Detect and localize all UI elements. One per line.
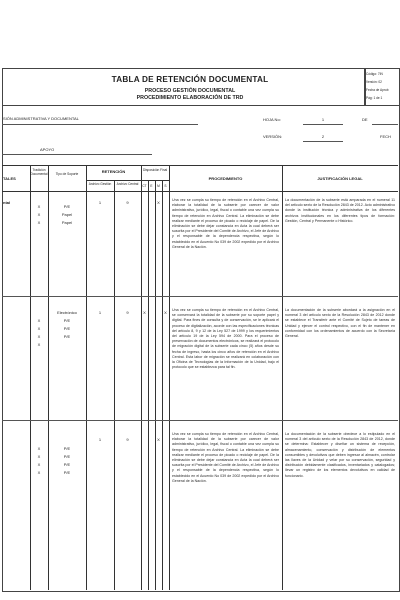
row-1-procedure: Una vez se cumpla su tiempo de retención en el Archivo Central, elaborar la totalidad de la subserie por carecer de valor administrativo, jurídico, legal, fiscal o contable una vez cumpla su tiempo de retención en Archivo Central. La eliminación se debe realizar mediante el proceso de picado o reciclaje de papel. De la eliminación se debe dejar constancia en Acta la cual deberá ser suscrita por el Presidente del Comité de Archivo, el Jefe de Archivo y el responsable de la dependencia respectiva, según lo establecido en el Acuerdo No 039 de 2002 expedido por el Archivo General de la Nación. — [172, 198, 279, 249]
col-line-10 — [282, 165, 283, 590]
row-2-trad-1: X — [37, 318, 41, 323]
row-1-trad-2: X — [37, 212, 41, 217]
row-1-ag: 1 — [98, 200, 102, 205]
col-archivo-central: Archivo Central — [116, 182, 139, 186]
table-top — [2, 165, 398, 166]
row-3-ac: 9 — [126, 437, 129, 442]
col-tipo-soporte: Tipo de Soporte — [55, 172, 79, 176]
row-2-trad-3: X — [37, 334, 41, 339]
de-underline — [372, 124, 398, 125]
row-3-trad-2: X — [37, 454, 41, 459]
col-line-3 — [86, 165, 87, 590]
col-line-4 — [114, 180, 115, 590]
page-title: TABLA DE RETENCIÓN DOCUMENTAL — [111, 75, 269, 84]
table-header-bottom — [2, 191, 398, 192]
hoja-label: HOJA No: — [263, 117, 281, 122]
row-1-trad-3: X — [37, 220, 41, 225]
de-label: DE — [362, 117, 368, 122]
row-1-soporte-3: Papel — [61, 220, 73, 225]
procedure-subtitle: PROCEDIMIENTO ELABORACIÓN DE TRD — [136, 95, 244, 101]
col-disposicion: Disposición Final — [142, 168, 168, 172]
row-3-trad-1: X — [37, 446, 41, 451]
row-1-justification: La documentación de la subserie está amparada en el numeral 11 del artículo sexto de la Resolución 2843 de 2012. Acto administrativo donde la institución técnica y administrativa de los diferentes archivos institucionales en los diferentes tipos de formación: Gestión, Central y Permanente o Histórico. — [285, 198, 395, 223]
row-2-mark-s: X — [164, 310, 167, 315]
process-subtitle: PROCESO GESTIÓN DOCUMENTAL — [144, 88, 236, 94]
col-line-1 — [30, 165, 31, 590]
meta-version: Versión: 02 — [366, 80, 382, 84]
meta-code: Código: 7IN — [366, 72, 383, 76]
version-underline — [303, 141, 343, 142]
row-3-soporte-1: P/E — [63, 446, 71, 451]
col-archivo-gestion: Archivo Gestión — [88, 182, 112, 186]
row-3-soporte-4: P/E — [63, 470, 71, 475]
row-1-series: ntal — [3, 200, 11, 205]
col-line-9 — [169, 165, 170, 590]
row-3-trad-3: X — [37, 462, 41, 467]
row-2-trad-2: X — [37, 326, 41, 331]
row-3-soporte-3: P/E — [63, 462, 71, 467]
version-value: 2 — [321, 134, 325, 139]
meta-date: Fecha de Aprob — [366, 88, 389, 92]
row-1-soporte-1: P/E — [63, 204, 71, 209]
col-line-8 — [162, 180, 163, 590]
row-2-mark-ct: X — [143, 310, 146, 315]
col-disp-ct: CT — [142, 184, 147, 188]
office-name: SIÓN ADMINISTRATIVA Y DOCUMENTAL — [3, 116, 79, 121]
row-2-soporte-4: P/E — [63, 334, 71, 339]
row-3-mark-e: X — [157, 437, 160, 442]
col-disp-m: M — [157, 184, 160, 188]
row-3-trad-4: X — [37, 470, 41, 475]
office-underline — [2, 124, 198, 125]
meta-page: Pág: 1 de 1 — [366, 96, 383, 100]
row-1-soporte-2: Papel — [61, 212, 73, 217]
retention-sub-line — [86, 180, 169, 181]
row-2-soporte-3: P/E — [63, 326, 71, 331]
hoja-underline — [303, 124, 343, 125]
row-1-ac: 9 — [126, 200, 129, 205]
row-3-soporte-2: P/E — [63, 454, 71, 459]
col-line-7 — [155, 180, 156, 590]
col-line-6 — [148, 180, 149, 590]
row-2-soporte-2: P/E — [63, 318, 71, 323]
row-1-trad-1: X — [37, 204, 41, 209]
row-3-procedure: Una vez se cumpla su tiempo de retención en el Archivo Central, elaborar la totalidad de la subserie por carecer de valor administrativo, jurídico, legal, fiscal o contable una vez cumpla su tiempo de retención en Archivo Central. La eliminación se debe realizar mediante el proceso de picado o reciclaje de papel. De la eliminación se debe dejar constancia en Acta la cual deberá ser suscrita por el Presidente del Comité de Archivo, el Jefe de Archivo y el responsable de la dependencia respectiva, según lo establecido en el Acuerdo No 039 de 2002 expedido por el Archivo General de la Nación. — [172, 432, 279, 483]
col-line-5 — [141, 165, 142, 590]
row-3-ag: 1 — [98, 437, 102, 442]
col-series: TALES — [3, 176, 16, 181]
row-3-justification: La documentación de la subserie obedece a lo estipulado en el numeral 3 del artículo sexto de la Resolución 2843 de 2012, donde se determina: Establecer y diseñar un sistema de recepción, almacenamiento, conservación y distribución de elementos consumibles y devolutivos que deben ingresar al almacén, controlar las llaves de la Unidad y velar por su conservación, seguridad y distribución debidamente clasificados, inventariados y catalogados; llevar un registro de los elementos devolutivos en calidad de funcionario. — [285, 432, 395, 478]
fecha-label: FECH — [380, 134, 391, 139]
version-label: VERSIÓN: — [263, 134, 283, 139]
row-1-mark-e: X — [157, 200, 160, 205]
col-retencion: RETENCIÓN — [101, 169, 126, 174]
row-2-procedure: Una vez se cumpla su tiempo de retención en el Archivo Central, se conservará la totalidad de la subserie por su soporte papel y digital. Para fines de consulta y de conservación, se le aplicará el proceso de digitalización, acorde con las especificaciones técnicas del artículo 8, 9 y 12 de la Ley 527 de 1999 y los requerimientos del artículo 19 de la Ley 594 de 2000. Para el proceso de preservación de documentos electrónicos, se realizará el protocolo de migración digital de la subserie cada cinco (5) años desde su fecha de ingreso, hasta los cinco años de retención en el Archivo Central. Esta labor de migración se realizará en colaboración con la Oficina de Tecnologías de la Información de la Unidad, bajo el protocolo que se establezca para tal fin. — [172, 308, 279, 370]
row-2-ag: 1 — [98, 310, 102, 315]
row-2-justification: La documentación de la subserie abordará a la asignación en el numeral 3 del artículo sexto de la Resolución 2843 de 2012 donde se establece el Transferir ante el Comité de Sujeto de tareas de Unidad y ejercer el control respectivo, con el fin de mantener en conformidad con los ordenamientos de acuerdo con la Secretaría General. — [285, 308, 395, 339]
col-tradicion: Tradición Documental — [30, 168, 48, 176]
col-justificacion: JUSTIFICACIÓN LEGAL — [317, 176, 363, 181]
row-2-ac: 9 — [126, 310, 129, 315]
hoja-value: 1 — [321, 117, 325, 122]
row-2-soporte-1: Electrónico — [57, 310, 77, 315]
col-disp-e: E — [150, 184, 153, 188]
row-2-bottom — [2, 420, 398, 421]
col-procedimiento: PROCEDIMIENTO — [208, 176, 243, 181]
col-disp-s: S — [164, 184, 167, 188]
apoyo-underline — [2, 154, 152, 155]
col-line-2 — [48, 165, 49, 590]
apoyo-label: APOYO — [40, 147, 55, 152]
row-2-trad-4: X — [37, 342, 41, 347]
row-1-bottom — [2, 296, 398, 297]
